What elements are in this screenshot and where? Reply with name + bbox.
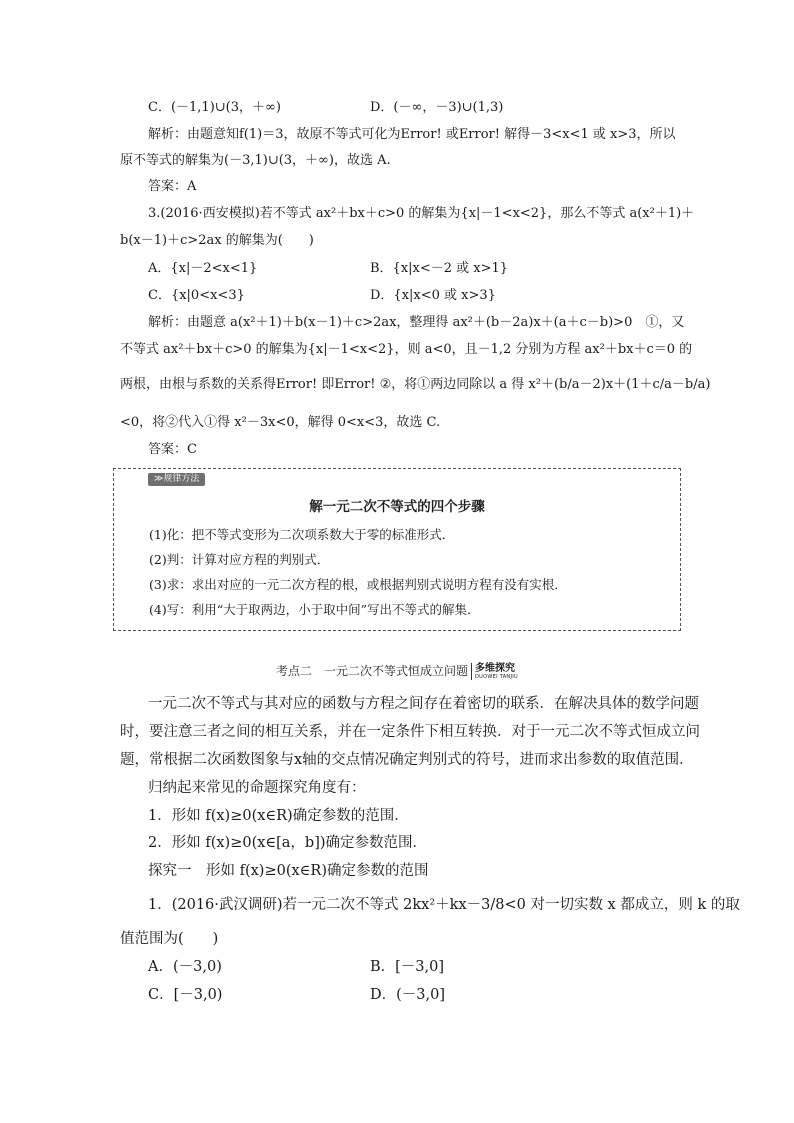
q3-option-d: D．{x|x<0 或 x>3} xyxy=(370,288,496,303)
answer-3: 答案：C xyxy=(148,442,197,457)
solution-3-line-3: 两根，由根与系数的关系得Error! 即Error! ②，将①两边同除以 a 得 x²＋(b/a－2)x＋(1＋c/a－b/a) xyxy=(120,377,711,392)
section-title xyxy=(0,662,794,680)
list-item-2: 2．形如 f(x)≥0(x∈[a，b])确定参数范围． xyxy=(148,835,428,851)
question-1-line-1: 1．(2016·武汉调研)若一元二次不等式 2kx²＋kx－3/8<0 对一切实数 x 都成立，则 k 的取 xyxy=(148,897,740,913)
solution-1-line-1: 解析：由题意知f(1)＝3，故原不等式可化为Error! 或Error! 解得－3<x<1 或 x>3，所以 xyxy=(148,127,676,142)
solution-1-line-2: 原不等式的解集为(－3,1)∪(3，＋∞)，故选 A. xyxy=(120,153,391,168)
method-box xyxy=(113,468,681,631)
list-item-1: 1．形如 f(x)≥0(x∈R)确定参数的范围． xyxy=(148,808,409,824)
q1-option-c: C．[－3,0) xyxy=(148,987,223,1003)
method-step-1: (1)化：把不等式变形为二次项系数大于零的标准形式． xyxy=(149,527,455,542)
badge-en: DUOWEI TANJIU xyxy=(475,674,518,680)
question-3-line-2: b(x－1)＋c>2ax 的解集为( ) xyxy=(120,233,314,248)
question-3-line-1: 3.(2016·西安模拟)若不等式 ax²＋bx＋c>0 的解集为{x|－1<x<2}，那么不等式 a(x²＋1)＋ xyxy=(148,206,695,221)
solution-3-line-2: 不等式 ax²＋bx＋c>0 的解集为{x|－1<x<2}，则 a<0，且－1,2 分别为方程 ax²＋bx＋c＝0 的 xyxy=(120,342,693,357)
method-title: 解一元二次不等式的四个步骤 xyxy=(309,499,485,515)
method-tag: ≫规律方法 xyxy=(148,473,205,486)
paragraph-1-line-3: 题，常根据二次函数图象与x轴的交点情况确定判别式的符号，进而求出参数的取值范围． xyxy=(120,752,694,768)
q3-option-c: C．{x|0<x<3} xyxy=(148,288,245,303)
method-step-2: (2)判：计算对应方程的判别式． xyxy=(149,552,330,567)
q1-option-b: B．[－3,0] xyxy=(370,959,445,975)
option-c-prev: C．(－1,1)∪(3，＋∞) xyxy=(148,100,281,115)
solution-3-line-4: <0，将②代入①得 x²－3x<0，解得 0<x<3，故选 C. xyxy=(120,415,441,430)
q1-option-a: A．(－3,0) xyxy=(148,959,222,975)
solution-3-line-1: 解析：由题意 a(x²＋1)＋b(x－1)＋c>2ax，整理得 ax²＋(b－2a)x＋(a＋c－b)>0 ①，又 xyxy=(148,315,685,330)
paragraph-1-line-1: 一元二次不等式与其对应的函数与方程之间存在着密切的联系．在解决具体的数学问题 xyxy=(148,696,699,712)
badge-cn: 多维探究 xyxy=(475,663,516,674)
option-d-prev: D．(－∞，－3)∪(1,3) xyxy=(370,100,504,115)
q3-option-a: A．{x|－2<x<1} xyxy=(148,261,258,276)
paragraph-2: 归纳起来常见的命题探究角度有： xyxy=(148,780,366,796)
q3-option-b: B．{x|x<－2 或 x>1} xyxy=(370,261,509,276)
paragraph-1-line-2: 时，要注意三者之间的相互关系，并在一定条件下相互转换．对于一元二次不等式恒成立问 xyxy=(120,724,700,740)
section-badge xyxy=(471,663,518,680)
section-title-text: 考点二 一元二次不等式恒成立问题 xyxy=(276,664,469,678)
answer-1: 答案：A xyxy=(148,179,197,194)
method-step-4: (4)写：利用“大于取两边，小于取中间”写出不等式的解集． xyxy=(149,602,480,617)
question-1-line-2: 值范围为( ) xyxy=(120,931,219,947)
method-step-3: (3)求：求出对应的一元二次方程的根，或根据判别式说明方程有没有实根． xyxy=(149,577,567,592)
subsection-title: 探究一 形如 f(x)≥0(x∈R)确定参数的范围 xyxy=(148,863,429,879)
q1-option-d: D．(－3,0] xyxy=(370,987,445,1003)
